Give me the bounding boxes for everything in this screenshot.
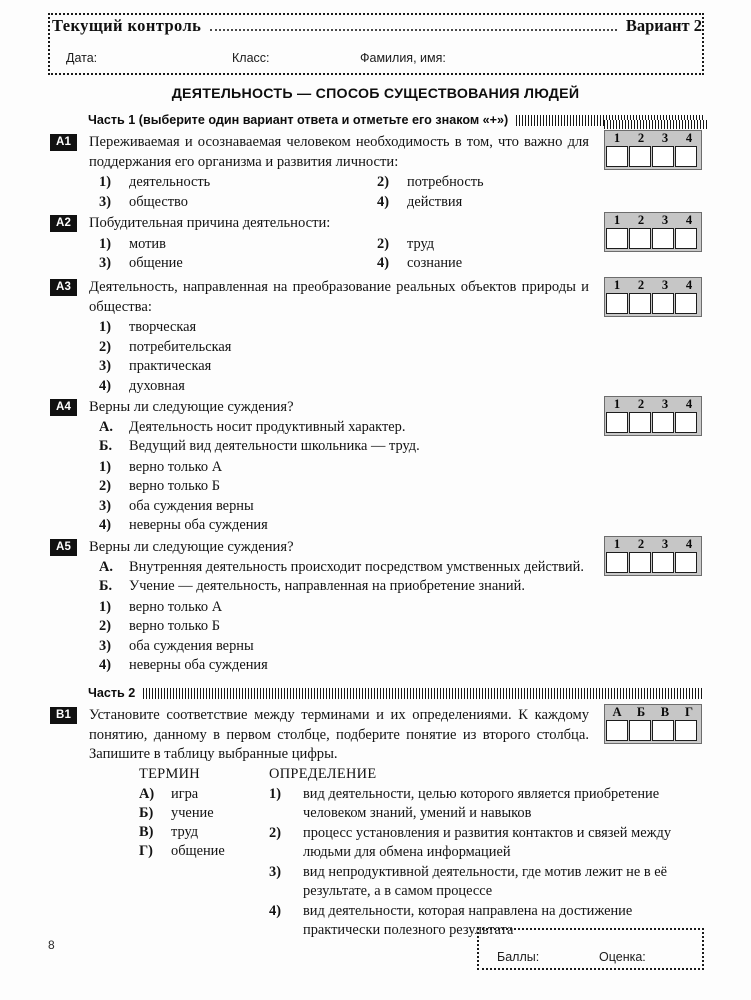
- definition-number: 2): [269, 825, 281, 841]
- option-1[interactable]: [89, 458, 589, 478]
- term-item[interactable]: [139, 842, 269, 861]
- term-column-header: ТЕРМИН: [139, 766, 200, 782]
- date-field-label[interactable]: Дата:: [66, 51, 98, 65]
- option-3[interactable]: [89, 497, 589, 517]
- option-number: 1): [99, 235, 111, 252]
- definition-text: процесс установления и развития контактов и связей между людьми для обмена информацией: [303, 825, 672, 860]
- term-letter: Г): [139, 843, 153, 859]
- definition-number: 1): [269, 786, 281, 802]
- answer-grid-a2: [604, 212, 702, 252]
- answer-grid-a5: [604, 536, 702, 576]
- header-title: Текущий контроль: [52, 16, 202, 35]
- term-text: учение: [171, 805, 214, 821]
- answer-box-a[interactable]: [606, 720, 628, 741]
- option-text: общество: [129, 193, 188, 210]
- question-stem: Деятельность, направленная на преобразование реальных объектов природы и общества:: [89, 279, 589, 315]
- term-text: игра: [171, 786, 199, 802]
- option-text: верно только Б: [129, 478, 220, 494]
- answer-box-2[interactable]: [629, 552, 651, 573]
- answer-header-v: В: [660, 705, 670, 719]
- term-list: [139, 785, 269, 941]
- option-number: 1): [99, 174, 111, 190]
- definition-list: [269, 785, 704, 941]
- option-number: 4): [99, 377, 111, 394]
- answer-grid-boxes: [605, 412, 701, 435]
- statement-b: [89, 577, 589, 597]
- answer-grid-header: [605, 278, 701, 293]
- header-fields-row: [52, 45, 702, 67]
- option-number: 4): [99, 517, 111, 533]
- answer-header-2: 2: [637, 397, 645, 411]
- statement-text: Деятельность носит продуктивный характер.: [129, 418, 406, 435]
- option-text: оба суждения верны: [129, 637, 254, 654]
- option-1[interactable]: [89, 318, 589, 338]
- answer-box-v[interactable]: [652, 720, 674, 741]
- option-text: общение: [129, 255, 183, 271]
- answer-header-3: 3: [661, 537, 669, 551]
- header-title-row: [52, 16, 702, 40]
- answer-grid-boxes: [605, 720, 701, 743]
- question-stem: Установите соответствие между терминами и их определениями. К каждому понятию, данному в первом столбце, подберите понятие из второго столбца. Запишите в таблицу выбранные цифры.: [89, 707, 589, 762]
- answer-header-4: 4: [685, 537, 693, 551]
- term-item[interactable]: [139, 785, 269, 804]
- question-code-badge: A1: [50, 134, 77, 151]
- term-letter: Б): [139, 805, 154, 821]
- option-3[interactable]: [89, 254, 377, 274]
- answer-grid-boxes: [605, 552, 701, 575]
- answer-grid-header: [605, 705, 701, 720]
- option-text: творческая: [129, 319, 197, 335]
- points-label[interactable]: Баллы:: [497, 950, 540, 964]
- term-item[interactable]: [139, 823, 269, 842]
- term-text: общение: [171, 843, 225, 859]
- matching-block: [139, 764, 704, 941]
- option-1[interactable]: [89, 598, 589, 618]
- option-text: духовная: [129, 377, 185, 394]
- option-number: 4): [99, 657, 111, 673]
- option-text: практическая: [129, 358, 212, 374]
- answer-header-a: А: [612, 705, 622, 719]
- answer-box-3[interactable]: [652, 228, 674, 249]
- option-number: 3): [99, 637, 111, 654]
- answer-box-1[interactable]: [606, 552, 628, 573]
- answer-box-1[interactable]: [606, 412, 628, 433]
- hatch-rule-decoration: [604, 120, 707, 129]
- statement-text: Внутренняя деятельность происходит посредством умственных действий.: [129, 558, 584, 575]
- option-number: 1): [99, 458, 111, 475]
- page-number: 8: [48, 938, 55, 952]
- question-code-badge: A2: [50, 215, 77, 232]
- option-2[interactable]: [89, 477, 589, 497]
- question-stem: Побудительная причина деятельности:: [89, 215, 331, 231]
- option-number: 2): [377, 235, 389, 252]
- option-text: мотив: [129, 235, 166, 252]
- option-text: оба суждения верны: [129, 497, 254, 514]
- option-text: неверны оба суждения: [129, 657, 268, 673]
- class-field-label[interactable]: Класс:: [232, 51, 270, 65]
- statement-letter: А.: [99, 558, 113, 575]
- term-item[interactable]: [139, 804, 269, 823]
- definition-item[interactable]: [269, 785, 704, 823]
- option-text: труд: [407, 235, 435, 252]
- page-title: ДЕЯТЕЛЬНОСТЬ — СПОСОБ СУЩЕСТВОВАНИЯ ЛЮДЕЙ: [171, 86, 580, 102]
- answer-header-1: 1: [613, 278, 621, 292]
- answer-grid-a3: [604, 277, 702, 317]
- definition-column-header: ОПРЕДЕЛЕНИЕ: [269, 766, 377, 782]
- grade-label[interactable]: Оценка:: [599, 950, 646, 964]
- answer-header-4: 4: [685, 397, 693, 411]
- option-row: [89, 193, 589, 213]
- option-text: верно только А: [129, 458, 223, 475]
- answer-header-g: Г: [684, 705, 693, 719]
- header-dot-leader: [210, 29, 617, 31]
- option-text: потребность: [407, 174, 484, 190]
- definition-text: вид непродуктивной деятельности, где мотив лежит не в её результате, а в самом процессе: [303, 864, 667, 899]
- answer-header-2: 2: [637, 131, 645, 145]
- statement-letter: Б.: [99, 578, 113, 594]
- answer-header-1: 1: [613, 213, 621, 227]
- answer-box-3[interactable]: [652, 412, 674, 433]
- option-row: [89, 173, 589, 193]
- answer-grid-header: [605, 213, 701, 228]
- option-4[interactable]: [89, 377, 589, 397]
- option-number: 3): [99, 193, 111, 210]
- option-1[interactable]: [89, 173, 377, 193]
- answer-box-b[interactable]: [629, 720, 651, 741]
- answer-grid-boxes: [605, 228, 701, 251]
- option-4[interactable]: [89, 516, 589, 536]
- option-number: 1): [99, 598, 111, 615]
- hatch-rule-decoration: [143, 688, 704, 699]
- option-2[interactable]: [89, 617, 589, 637]
- option-text: сознание: [407, 255, 463, 271]
- answer-grid-header: [605, 131, 701, 146]
- option-2[interactable]: [377, 173, 589, 193]
- answer-box-2[interactable]: [629, 146, 651, 167]
- score-box: [477, 928, 704, 970]
- student-name-field-label[interactable]: Фамилия, имя:: [360, 51, 446, 65]
- definition-text: вид деятельности, которая направлена на достижение практически полезного результата: [303, 903, 633, 938]
- definition-item[interactable]: [269, 863, 704, 901]
- answer-box-4[interactable]: [675, 146, 697, 167]
- part-2-heading: [88, 686, 704, 700]
- answer-header-1: 1: [613, 131, 621, 145]
- option-1[interactable]: [89, 235, 377, 255]
- statement-b: [89, 437, 589, 457]
- answer-box-1[interactable]: [606, 146, 628, 167]
- part-1-label: Часть 1 (выберите один вариант ответа и отметьте его знаком «+»): [88, 113, 509, 127]
- statement-a: [89, 558, 589, 578]
- answer-box-2[interactable]: [629, 293, 651, 314]
- question-code-badge: B1: [50, 707, 77, 724]
- header-variant: Вариант 2: [625, 16, 702, 35]
- definition-text: вид деятельности, целью которого является приобретение человеком знаний, умений и навыков: [303, 786, 660, 821]
- statement-a: [89, 418, 589, 438]
- answer-box-g[interactable]: [675, 720, 697, 741]
- answer-header-3: 3: [661, 278, 669, 292]
- option-4[interactable]: [377, 254, 589, 274]
- term-letter: В): [139, 824, 154, 840]
- statement-text: Ведущий вид деятельности школьника — труд.: [129, 438, 420, 454]
- answer-grid-a4: [604, 396, 702, 436]
- option-text: верно только А: [129, 598, 223, 615]
- option-text: деятельность: [129, 174, 211, 190]
- answer-box-4[interactable]: [675, 552, 697, 573]
- answer-header-2: 2: [637, 537, 645, 551]
- option-number: 3): [99, 497, 111, 514]
- option-number: 2): [99, 478, 111, 494]
- option-number: 2): [377, 174, 389, 190]
- answer-grid-a1: [604, 130, 702, 170]
- answer-header-3: 3: [661, 131, 669, 145]
- answer-box-3[interactable]: [652, 293, 674, 314]
- question-code-badge: A5: [50, 539, 77, 556]
- answer-box-1[interactable]: [606, 293, 628, 314]
- answer-grid-header: [605, 397, 701, 412]
- answer-grid-boxes: [605, 293, 701, 316]
- option-3[interactable]: [89, 357, 589, 377]
- statement-letter: А.: [99, 418, 113, 435]
- definition-item[interactable]: [269, 824, 704, 862]
- answer-header-3: 3: [661, 397, 669, 411]
- answer-box-3[interactable]: [652, 552, 674, 573]
- answer-header-4: 4: [685, 278, 693, 292]
- answer-box-2[interactable]: [629, 412, 651, 433]
- answer-header-1: 1: [613, 397, 621, 411]
- answer-box-4[interactable]: [675, 412, 697, 433]
- option-2[interactable]: [89, 338, 589, 358]
- answer-box-4[interactable]: [675, 228, 697, 249]
- answer-grid-boxes: [605, 146, 701, 169]
- option-number: 2): [99, 338, 111, 355]
- term-text: труд: [171, 824, 199, 840]
- matching-column-headers: [139, 764, 704, 784]
- definition-number: 4): [269, 903, 281, 919]
- answer-header-b: Б: [636, 705, 646, 719]
- question-code-badge: A3: [50, 279, 77, 296]
- option-number: 3): [99, 358, 111, 374]
- question-stem: Верны ли следующие суждения?: [89, 399, 294, 415]
- answer-box-3[interactable]: [652, 146, 674, 167]
- part-2-label: Часть 2: [88, 686, 136, 700]
- option-number: 4): [377, 255, 389, 271]
- option-2[interactable]: [377, 235, 589, 255]
- option-text: действия: [407, 193, 463, 210]
- question-code-badge: A4: [50, 399, 77, 416]
- option-text: верно только Б: [129, 618, 220, 634]
- option-4[interactable]: [377, 193, 589, 213]
- answer-box-4[interactable]: [675, 293, 697, 314]
- term-letter: А): [139, 786, 155, 802]
- option-row: [89, 254, 589, 274]
- option-number: 2): [99, 618, 111, 634]
- option-number: 4): [377, 193, 389, 210]
- answer-header-4: 4: [685, 213, 693, 227]
- statement-text: Учение — деятельность, направленная на приобретение знаний.: [129, 578, 525, 594]
- option-number: 3): [99, 255, 111, 271]
- answer-header-2: 2: [637, 213, 645, 227]
- option-3[interactable]: [89, 193, 377, 213]
- definition-number: 3): [269, 864, 281, 880]
- answer-header-2: 2: [637, 278, 645, 292]
- option-row: [89, 235, 589, 255]
- option-text: неверны оба суждения: [129, 517, 268, 533]
- answer-box-1[interactable]: [606, 228, 628, 249]
- option-number: 1): [99, 319, 111, 335]
- option-text: потребительская: [129, 338, 232, 355]
- option-4[interactable]: [89, 656, 589, 676]
- answer-header-1: 1: [613, 537, 621, 551]
- statement-letter: Б.: [99, 438, 113, 454]
- option-3[interactable]: [89, 637, 589, 657]
- answer-box-2[interactable]: [629, 228, 651, 249]
- question-stem: Переживаемая и осознаваемая человеком необходимость в том, что важно для поддержания его организма и развития личности:: [89, 134, 589, 170]
- answer-header-3: 3: [661, 213, 669, 227]
- answer-grid-header: [605, 537, 701, 552]
- answer-grid-b1: [604, 704, 702, 744]
- question-stem: Верны ли следующие суждения?: [89, 539, 294, 555]
- answer-header-4: 4: [685, 131, 693, 145]
